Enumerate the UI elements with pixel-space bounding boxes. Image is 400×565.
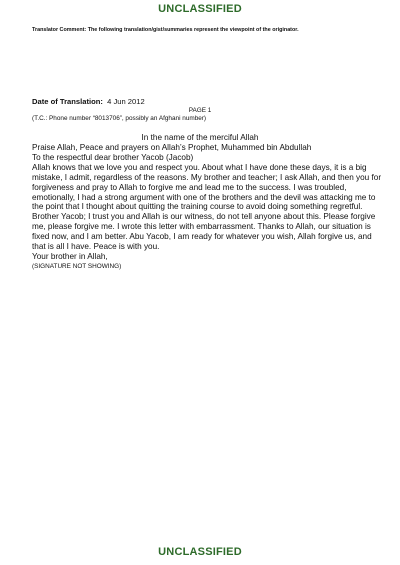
date-value: 4 Jun 2012 [107, 97, 145, 106]
top-classification-banner: UNCLASSIFIED [158, 3, 242, 15]
letter-heading: In the name of the merciful Allah [141, 133, 259, 142]
letter-praise: Praise Allah, Peace and prayers on Allah’s Prophet, Muhammed bin Abdullah [32, 143, 312, 152]
letter-closing: Your brother in Allah, [32, 251, 108, 261]
translator-note: (T.C.: Phone number “8013706”, possibly an Afghani number) [32, 115, 207, 122]
signature-note: (SIGNATURE NOT SHOWING) [32, 262, 122, 270]
bottom-classification-banner: UNCLASSIFIED [158, 546, 242, 558]
translator-comment: Translator Comment: The following translation/gist/summaries represent the viewpoint of the originator. [32, 27, 299, 33]
date-of-translation [32, 97, 145, 106]
letter-paragraph: Allah knows that we love you and respect you. About what I have done these days, it is a big mistake, I admit, regardless of the reasons. My brother and teacher; I ask Allah, and then you for forgiveness and pray to Allah to forgive me and lead me to the success. I was troubled, emotionally, I had a strong argument with one of the brothers and the devil was attacking me to the point that I thought about quitting the training course to avoid doing something regretful. Brother Yacob; I trust you and Allah is our witness, do not tell anyone about this. Please forgive me, please forgive me. I wrote this letter with embarrassment. Thanks to Allah, our situation is fixed now, and I am better. Abu Yacob, I am ready for whatever you wish, Allah forgive us, and that is all I have. Peace is with you. [32, 162, 382, 252]
date-label-colon: : [100, 97, 103, 106]
letter-salutation: To the respectful dear brother Yacob (Jacob) [32, 152, 194, 162]
date-label: Date of Translation [32, 97, 101, 106]
page-number: PAGE 1 [188, 107, 212, 114]
letter-body [32, 143, 382, 271]
